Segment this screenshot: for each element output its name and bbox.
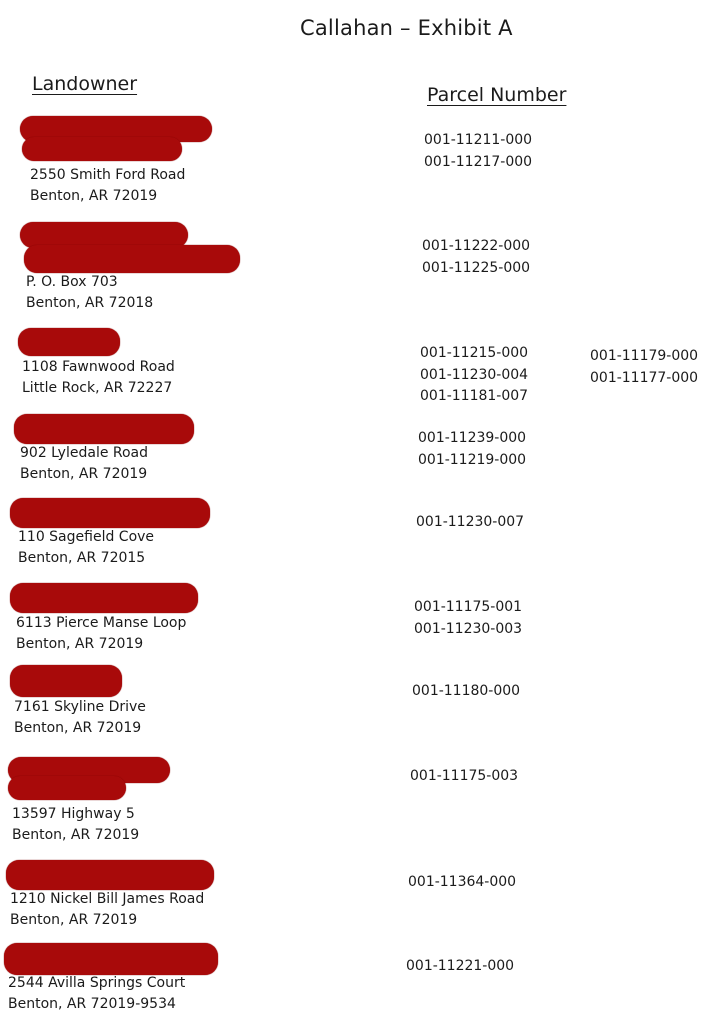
redaction-mark: [6, 860, 214, 890]
landowner-address: [12, 804, 139, 846]
address-line: Benton, AR 72019: [14, 720, 142, 736]
parcel-number-list: [416, 512, 524, 534]
landowner-address: [20, 443, 148, 485]
redaction-mark: [24, 245, 240, 273]
landowner-address: [16, 613, 186, 655]
parcel-number: 001-11225-000: [422, 259, 531, 276]
parcel-number: 001-11219-000: [418, 451, 527, 468]
parcel-number-list: [408, 872, 516, 894]
parcel-number-list-secondary: [590, 346, 698, 389]
redaction-mark: [14, 414, 194, 444]
parcel-number-list: [422, 236, 530, 279]
landowner-address: [22, 357, 175, 399]
address-line: 2544 Avilla Springs Court: [8, 975, 186, 991]
parcel-number: 001-11230-003: [414, 620, 523, 637]
parcel-number: 001-11222-000: [422, 238, 531, 254]
address-line: 7161 Skyline Drive: [14, 699, 146, 715]
address-line: Benton, AR 72019: [20, 466, 148, 482]
address-line: Benton, AR 72019: [16, 636, 144, 652]
redaction-mark: [22, 137, 182, 161]
address-line: 1108 Fawnwood Road: [22, 359, 175, 375]
address-line: Benton, AR 72019: [30, 188, 158, 204]
address-line: Benton, AR 72018: [26, 295, 154, 311]
parcel-number: 001-11221-000: [406, 958, 515, 974]
landowner-address: [30, 165, 185, 207]
landowner-address: [8, 973, 185, 1015]
landowner-column-header: Landowner: [32, 73, 138, 95]
parcel-number-list: [424, 130, 532, 173]
redaction-mark: [10, 583, 198, 613]
parcel-number: 001-11177-000: [590, 369, 699, 386]
parcel-number: 001-11175-001: [414, 599, 523, 615]
parcel-number: 001-11239-000: [418, 430, 527, 446]
parcel-number-list: [406, 956, 514, 978]
landowner-address: [26, 272, 153, 314]
address-line: Benton, AR 72019: [10, 912, 138, 928]
parcel-number: 001-11217-000: [424, 153, 533, 170]
parcel-number: 001-11215-000: [420, 345, 529, 361]
parcel-number: 001-11175-003: [410, 768, 519, 784]
exhibit-title: Callahan – Exhibit A: [300, 16, 513, 40]
address-line: 6113 Pierce Manse Loop: [16, 615, 187, 631]
parcel-number: 001-11181-007: [420, 388, 529, 404]
parcel-number-list: [414, 597, 522, 640]
address-line: 902 Lyledale Road: [20, 445, 149, 461]
landowner-address: [10, 889, 204, 931]
parcel-number: 001-11180-000: [412, 683, 521, 699]
landowner-address: [14, 697, 146, 739]
address-line: 1210 Nickel Bill James Road: [10, 891, 205, 907]
parcel-number: 001-11230-004: [420, 366, 529, 383]
parcel-number: 001-11211-000: [424, 132, 533, 148]
address-line: Benton, AR 72019: [12, 827, 140, 843]
parcel-number: 001-11179-000: [590, 348, 699, 364]
address-line: Little Rock, AR 72227: [22, 380, 173, 396]
parcel-number-list: [418, 428, 526, 471]
parcel-number-list: [412, 681, 520, 703]
redaction-mark: [10, 665, 122, 697]
redaction-mark: [18, 328, 120, 356]
address-line: P. O. Box 703: [26, 274, 118, 290]
redaction-mark: [8, 776, 126, 800]
parcel-number: 001-11364-000: [408, 874, 517, 890]
parcel-number-column-header: Parcel Number: [427, 84, 567, 106]
address-line: 110 Sagefield Cove: [18, 529, 155, 545]
redaction-mark: [10, 498, 210, 528]
landowner-address: [18, 527, 154, 569]
address-line: 2550 Smith Ford Road: [30, 167, 186, 183]
address-line: Benton, AR 72015: [18, 550, 146, 566]
parcel-number-list: [420, 343, 528, 408]
address-line: 13597 Highway 5: [12, 806, 135, 822]
parcel-number: 001-11230-007: [416, 514, 525, 530]
address-line: Benton, AR 72019-9534: [8, 996, 176, 1012]
redaction-mark: [4, 943, 218, 975]
parcel-number-list: [410, 766, 518, 788]
